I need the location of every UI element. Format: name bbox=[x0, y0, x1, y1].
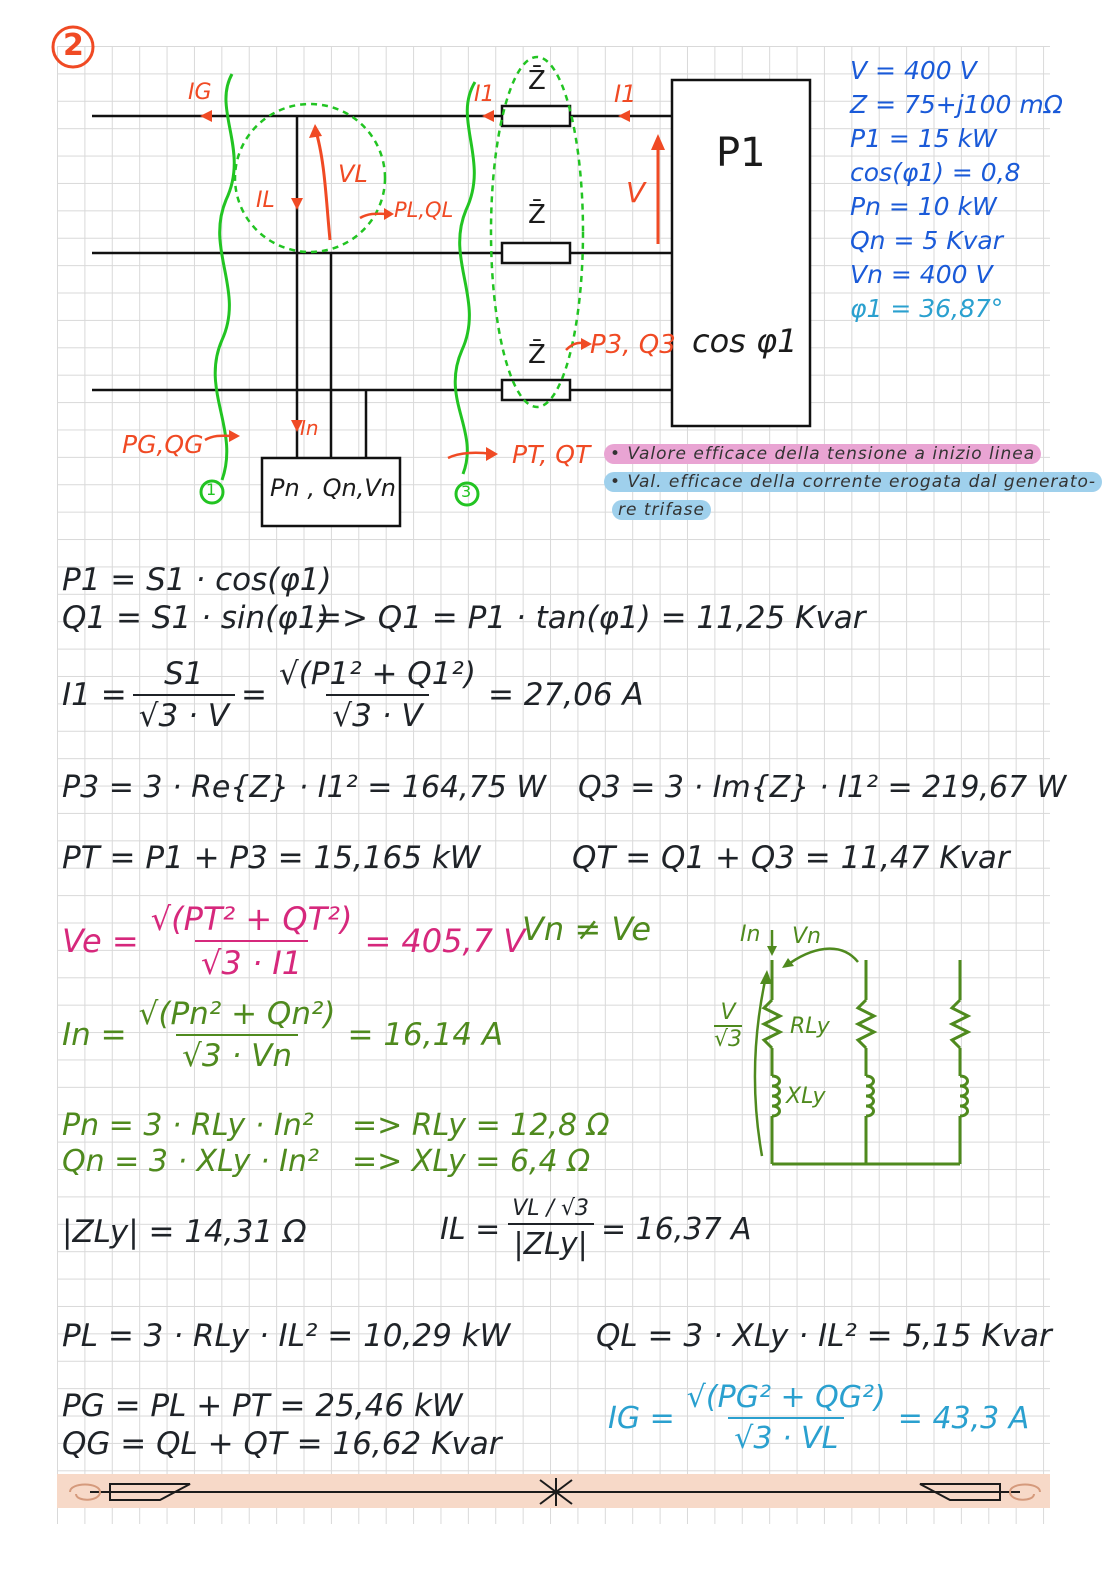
given-qn: Qn = 5 Kvar bbox=[850, 226, 1004, 255]
section-1-label: 1 bbox=[206, 480, 217, 499]
given-p1: P1 = 15 kW bbox=[850, 124, 997, 153]
eq-pg: PG = PL + PT = 25,46 kW bbox=[62, 1388, 463, 1424]
label-i1-right: I1 bbox=[614, 80, 637, 108]
load-n-label: Pn , Qn,Vn bbox=[270, 474, 396, 502]
impedance-2 bbox=[502, 243, 570, 263]
given-pn: Pn = 10 kW bbox=[850, 192, 997, 221]
load-1-title: P1 bbox=[716, 130, 766, 176]
eq-q1-result: => Q1 = P1 · tan(φ1) = 11,25 Kvar bbox=[316, 600, 866, 636]
load-1-subtitle: cos φ1 bbox=[692, 322, 798, 360]
eq-vn-ne-ve: Vn ≠ Ve bbox=[522, 910, 652, 948]
footer-star-ornament bbox=[532, 1478, 580, 1506]
eq-q1: Q1 = S1 · sin(φ1) bbox=[62, 600, 330, 636]
eq-p1: P1 = S1 · cos(φ1) bbox=[62, 562, 332, 598]
impedance-3 bbox=[502, 380, 570, 400]
eq-ig: IG = $\frac{\text{√(PG² + QG²)}}{√3 \cdot VL}$ = 43,3 A bbox=[608, 1380, 1030, 1456]
eq-qg: QG = QL + QT = 16,62 Kvar bbox=[62, 1426, 502, 1462]
given-v: V = 400 V bbox=[850, 56, 977, 85]
eq-pl: PL = 3 · RLy · IL² = 10,29 kW bbox=[62, 1318, 511, 1354]
eq-il: IL = $\frac{VL / √3}{\text{|ZLy|}}$ = 16,37 A bbox=[440, 1196, 752, 1262]
label-pt-qt: PT, QT bbox=[512, 440, 591, 469]
label-pl-ql: PL,QL bbox=[394, 198, 454, 222]
given-z: Z = 75+j100 mΩ bbox=[850, 90, 1063, 119]
eq-xly: => XLy = 6,4 Ω bbox=[352, 1144, 591, 1179]
given-vn: Vn = 400 V bbox=[850, 260, 993, 289]
note-3: re trifase bbox=[612, 500, 711, 520]
eq-qt: QT = Q1 + Q3 = 11,47 Kvar bbox=[572, 840, 1010, 876]
eq-pn: Pn = 3 · RLy · In² bbox=[62, 1108, 314, 1143]
section-3-label: 3 bbox=[461, 482, 472, 501]
note-1: • Valore efficace della tensione a inizio linea bbox=[604, 444, 1041, 464]
section-line-1 bbox=[215, 74, 234, 480]
note-2: • Val. efficace della corrente erogata dal generato- bbox=[604, 472, 1102, 492]
eq-zly: |ZLy| = 14,31 Ω bbox=[62, 1214, 307, 1250]
label-p3-q3: P3, Q3 bbox=[590, 330, 676, 360]
impedance-1 bbox=[502, 106, 570, 126]
given-cos-phi1: cos(φ1) = 0,8 bbox=[850, 158, 1021, 187]
given-phi1: φ1 = 36,87° bbox=[850, 294, 1004, 323]
y-label-xly: XLy bbox=[786, 1084, 826, 1109]
impedance-label-2: Z̄ bbox=[528, 200, 546, 230]
label-i1-left: I1 bbox=[474, 82, 495, 107]
eq-i1: I1 = $\frac{S1}{√3 \cdot V}$ = $\frac{\text{√(P1² + Q1²)}}{√3 \cdot V}$ = 27,06 A bbox=[62, 656, 644, 734]
label-pg-qg: PG,QG bbox=[122, 430, 204, 459]
label-v: V bbox=[626, 176, 646, 209]
eq-ve: Ve = $\frac{\text{√(PT² + QT²)}}{√3 \cdot I1}$ = 405,7 V bbox=[62, 900, 526, 982]
eq-ql: QL = 3 · XLy · IL² = 5,15 Kvar bbox=[596, 1318, 1052, 1354]
eq-p3: P3 = 3 · Re{Z} · I1² = 164,75 W bbox=[62, 770, 547, 805]
problem-number: 2 bbox=[63, 28, 84, 63]
eq-pt: PT = P1 + P3 = 15,165 kW bbox=[62, 840, 481, 876]
y-label-v-frac: V √3 bbox=[714, 1000, 743, 1052]
label-in: In bbox=[300, 416, 319, 440]
label-vl: VL bbox=[338, 160, 368, 188]
impedance-label-3: Z̄ bbox=[528, 340, 546, 370]
eq-qn: Qn = 3 · XLy · In² bbox=[62, 1144, 319, 1179]
eq-rly: => RLy = 12,8 Ω bbox=[352, 1108, 610, 1143]
eq-q3: Q3 = 3 · Im{Z} · I1² = 219,67 W bbox=[578, 770, 1067, 805]
impedance-label-1: Z̄ bbox=[528, 66, 546, 96]
label-il: IL bbox=[256, 188, 275, 213]
section-line-3 bbox=[455, 82, 475, 474]
y-label-vn: Vn bbox=[792, 924, 821, 949]
label-ig: IG bbox=[188, 80, 212, 105]
givens-list bbox=[850, 56, 1063, 328]
eq-in: In = $\frac{\text{√(Pn² + Qn²)}}{√3 \cdot Vn}$ = 16,14 A bbox=[62, 996, 504, 1074]
y-label-in: In bbox=[740, 922, 761, 947]
y-label-rly: RLy bbox=[790, 1014, 830, 1039]
